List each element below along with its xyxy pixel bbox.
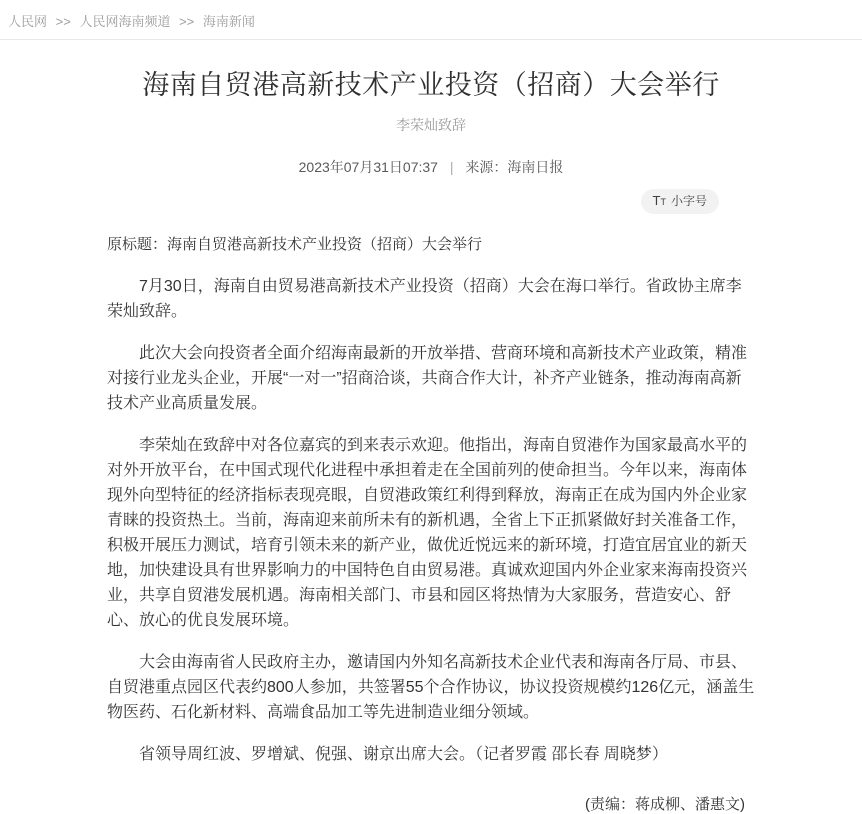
font-size-button[interactable] xyxy=(641,189,719,214)
breadcrumb xyxy=(0,0,862,39)
breadcrumb-separator: >> xyxy=(55,14,71,29)
font-size-icon-small: T xyxy=(660,197,666,208)
source-name: 海南日报 xyxy=(507,159,564,176)
breadcrumb-separator: >> xyxy=(179,14,195,29)
paragraph: 省领导周红波、罗增斌、倪强、谢京出席大会。（记者罗霞 邵长春 周晓梦） xyxy=(139,746,668,764)
font-size-icon: T xyxy=(652,193,661,209)
breadcrumb-link-hainan-news[interactable]: 海南新闻 xyxy=(202,14,255,29)
original-title-line xyxy=(107,232,755,257)
paragraph: 大会由海南省人民政府主办，邀请国内外知名高新技术企业代表和海南各厅局、市县、自贸港重点园区代表约800人参加，共签署55个合作协议，协议投资规模约126亿元，涵盖生物医药、石化新材料、高端食品加工等先进制造业细分领域。 xyxy=(107,654,755,722)
meta-separator: | xyxy=(449,159,454,176)
font-size-button-label: 小字号 xyxy=(670,194,707,209)
breadcrumb-link-hainan-channel[interactable]: 人民网海南频道 xyxy=(79,14,171,29)
header-divider xyxy=(0,39,862,40)
article-container xyxy=(107,69,755,814)
paragraph: 此次大会向投资者全面介绍海南最新的开放举措、营商环境和高新技术产业政策，精准对接行业龙头企业，开展“一对一”招商洽谈，共商合作大计，补齐产业链条，推动海南高新技术产业高质量发展。 xyxy=(107,345,748,413)
paragraph: 李荣灿在致辞中对各位嘉宾的到来表示欢迎。他指出，海南自贸港作为国家最高水平的对外开放平台，在中国式现代化进程中承担着走在全国前列的使命担当。今年以来，海南体现外向型特征的经济指标表现亮眼，自贸港政策红利得到释放，海南正在成为国内外企业家青睐的投资热土。当前，海南迎来前所未有的新机遇，全省上下正抓紧做好封关准备工作，积极开展压力测试，培育引领未来的新产业，做优近悦远来的新环境，打造宜居宜业的新天地，加快建设具有世界影响力的中国特色自由贸易港。真诚欢迎国内外企业家来海南投资兴业，共享自贸港发展机遇。海南相关部门、市县和园区将热情为大家服务，营造安心、舒心、放心的优良发展环境。 xyxy=(107,437,748,630)
breadcrumb-link-peoples-net[interactable]: 人民网 xyxy=(8,14,48,29)
article-toolbar xyxy=(107,189,755,215)
publish-date: 2023年07月31日07:37 xyxy=(298,159,438,176)
page-title: 海南自贸港高新技术产业投资（招商）大会举行 xyxy=(142,70,720,100)
editor-note: (责编：蒋成柳、潘惠文) xyxy=(585,796,745,814)
original-title-text: 海南自贸港高新技术产业投资（招商）大会举行 xyxy=(167,236,483,254)
original-title-label: 原标题： xyxy=(107,236,168,254)
source-label: 来源： xyxy=(465,159,508,176)
article-subtitle: 李荣灿致辞 xyxy=(396,117,466,134)
paragraph: 7月30日，海南自由贸易港高新技术产业投资（招商）大会在海口举行。省政协主席李荣灿致辞。 xyxy=(107,278,742,321)
article-meta xyxy=(107,157,755,177)
article-body xyxy=(107,232,755,767)
